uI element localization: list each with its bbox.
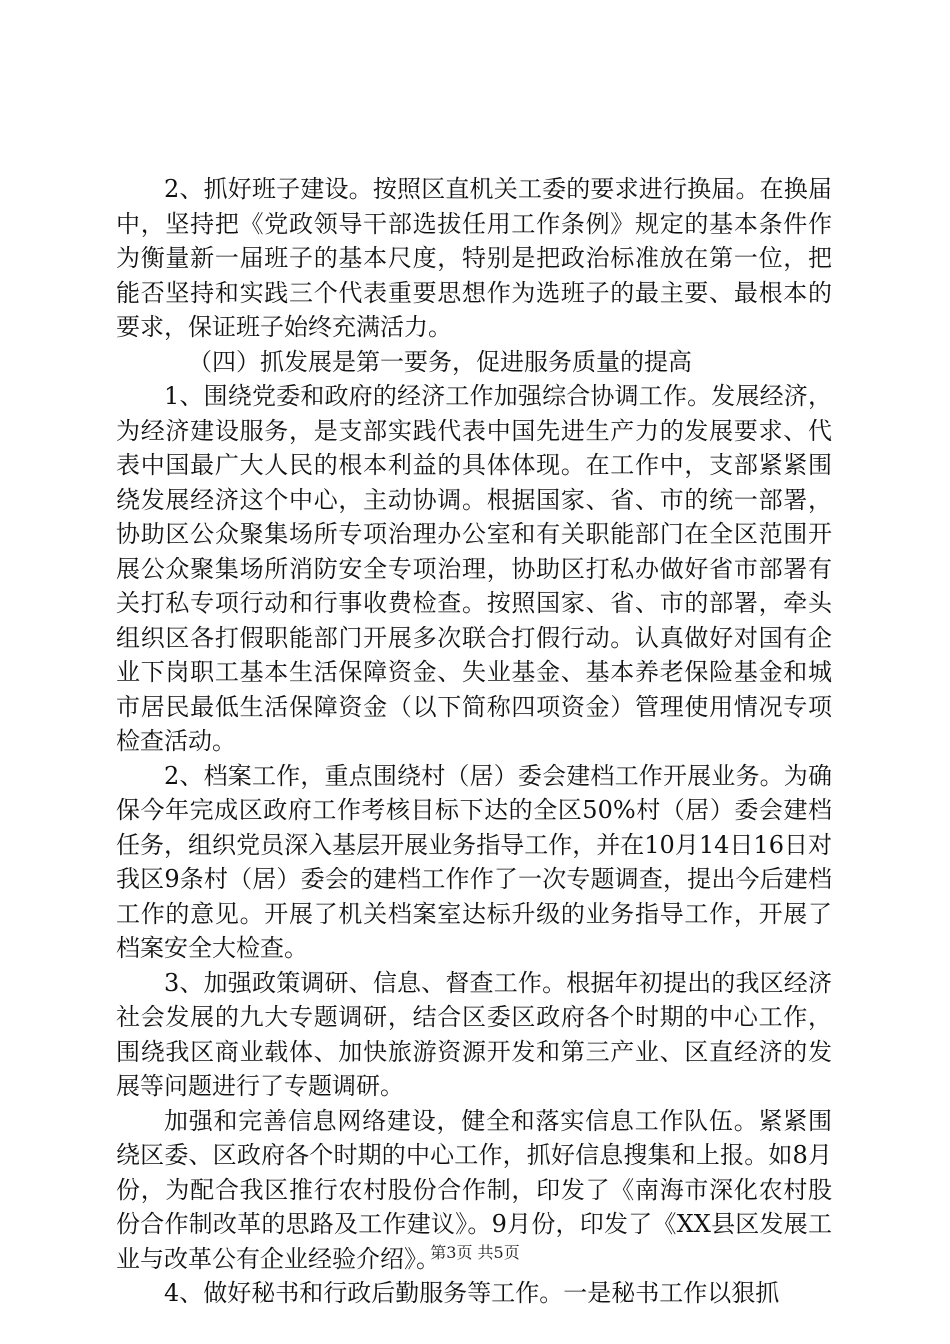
document-body: [116, 172, 832, 1311]
paragraph-team-building: 2、抓好班子建设。按照区直机关工委的要求进行换届。在换届中，坚持把《党政领导干部选拔任用工作条例》规定的基本条件作为衡量新一届班子的基本尺度，特别是把政治标准放在第一位，把能否坚持和实践三个代表重要思想作为选班子的最主要、最根本的要求，保证班子始终充满活力。: [116, 175, 832, 341]
section-heading-development: （四）抓发展是第一要务，促进服务质量的提高: [188, 347, 692, 376]
page-number-footer: 第3页 共5页: [430, 1243, 520, 1262]
paragraph-secretarial-work: 4、做好秘书和行政后勤服务等工作。一是秘书工作以狠抓: [164, 1279, 780, 1307]
paragraph-economic-coordination: 1、围绕党委和政府的经济工作加强综合协调工作。发展经济，为经济建设服务，是支部实践代表中国先进生产力的发展要求、代表中国最广大人民的根本利益的具体体现。在工作中，支部紧紧围绕发展经济这个中心，主动协调。根据国家、省、市的统一部署，协助区公众聚集场所专项治理办公室和有关职能部门在全区范围开展公众聚集场所消防安全专项治理，协助区打私办做好省市部署有关打私专项行动和行事收费检查。按照国家、省、市的部署，牵头组织区各打假职能部门开展多次联合打假行动。认真做好对国有企业下岗职工基本生活保障资金、失业基金、基本养老保险基金和城市居民最低生活保障资金（以下简称四项资金）管理使用情况专项检查活动。: [116, 382, 832, 755]
paragraph-archive-work: 2、档案工作，重点围绕村（居）委会建档工作开展业务。为确保今年完成区政府工作考核目标下达的全区50%村（居）委会建档任务，组织党员深入基层开展业务指导工作，并在10月14日16日对我区9条村（居）委会的建档工作作了一次专题调查，提出今后建档工作的意见。开展了机关档案室达标升级的业务指导工作，开展了档案安全大检查。: [116, 761, 832, 962]
paragraph-information-network: 加强和完善信息网络建设，健全和落实信息工作队伍。紧紧围绕区委、区政府各个时期的中心工作，抓好信息搜集和上报。如8月份，为配合我区推行农村股份合作制，印发了《南海市深化农村股份合作制改革的思路及工作建议》。9月份，印发了《XX县区发展工业与改革公有企业经验介绍》。: [116, 1106, 832, 1273]
paragraph-policy-research: 3、加强政策调研、信息、督查工作。根据年初提出的我区经济社会发展的九大专题调研，结合区委区政府各个时期的中心工作，围绕我区商业载体、加快旅游资源开发和第三产业、区直经济的发展等问题进行了专题调研。: [116, 968, 832, 1100]
